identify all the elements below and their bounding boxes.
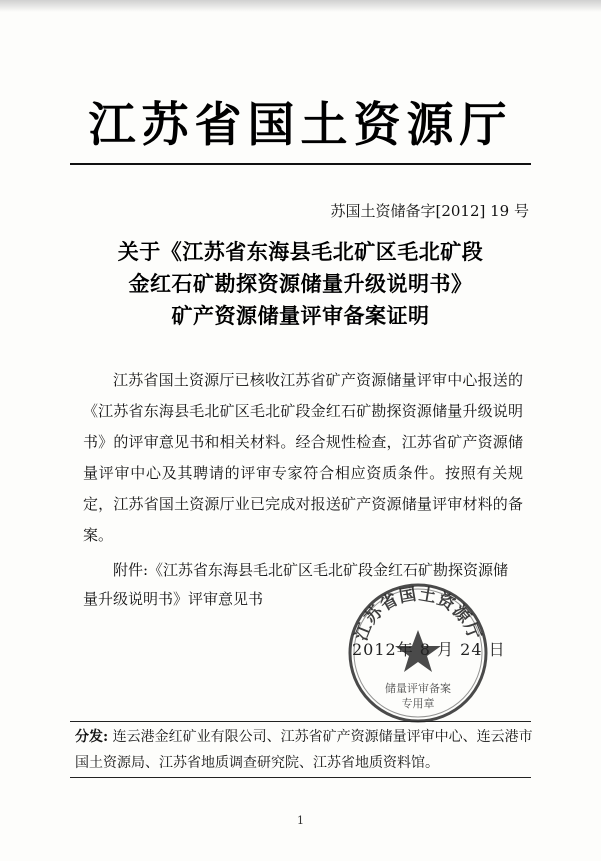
title-line-3: 矿产资源储量评审备案证明 bbox=[171, 303, 430, 328]
attachment-text: 附件:《江苏省东海县毛北矿区毛北矿段金红石矿勘探资源储量升级说明书》评审意见书 bbox=[83, 561, 509, 608]
title-line-2: 金红石矿勘探资源储量升级说明书》 bbox=[128, 271, 473, 296]
distribution-top-rule bbox=[70, 721, 531, 722]
distribution-list bbox=[75, 724, 535, 776]
document-number: 苏国土资储备字[2012] 19 号 bbox=[330, 202, 529, 220]
distribution-bottom-rule bbox=[70, 777, 531, 778]
page-number: 1 bbox=[297, 814, 304, 827]
scan-edge bbox=[0, 0, 601, 12]
distribution-recipients: 连云港金红矿业有限公司、江苏省矿产资源储量评审中心、连云港市国土资源局、江苏省地质调查研究院、江苏省地质资料馆。 bbox=[75, 729, 533, 771]
issue-date: 2012年 8 月 24 日 bbox=[352, 640, 506, 659]
distribution-label: 分发: bbox=[75, 729, 109, 745]
agency-header-title: 江苏省国土资源厅 bbox=[88, 98, 513, 153]
body-paragraph: 江苏省国土资源厅已核收江苏省矿产资源储量评审中心报送的《江苏省东海县毛北矿区毛北矿段金红石矿勘探资源储量升级说明书》的评审意见书和相关材料。经合规性检查，江苏省矿产资源储量评审中心及其聘请的评审专家符合相应资质条件。按照有关规定，江苏省国土资源厅业已完成对报送矿产资源储量评审材料的备案。 bbox=[83, 371, 523, 544]
header-divider bbox=[70, 163, 531, 165]
document-title bbox=[0, 236, 601, 332]
seal-inner-line-2: 专用章 bbox=[401, 697, 435, 710]
seal-inner-line-1: 储量评审备案 bbox=[385, 682, 451, 695]
title-line-1: 关于《江苏省东海县毛北矿区毛北矿段 bbox=[117, 239, 484, 264]
seal-outer-text: 江苏省国土资源厅 bbox=[351, 584, 485, 644]
body-text bbox=[83, 365, 523, 551]
